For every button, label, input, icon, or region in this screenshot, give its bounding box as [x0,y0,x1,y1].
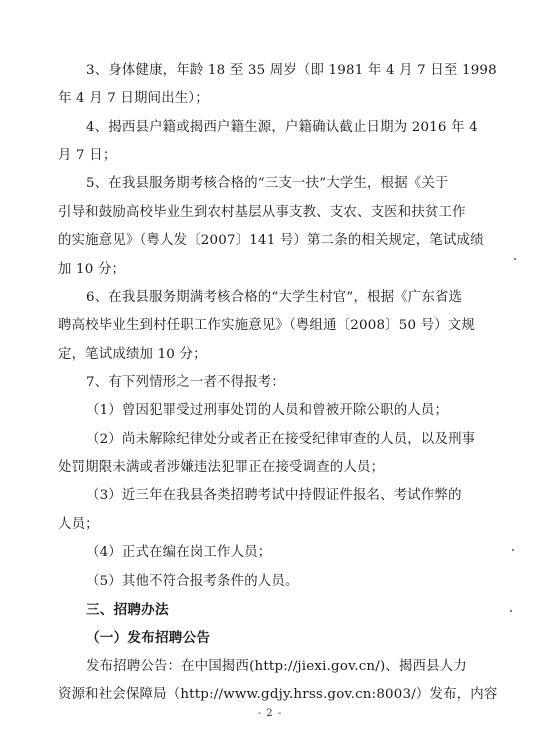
paragraph-line: 资源和社会保障局（http://www.gdjy.hrss.gov.cn:8003/）发布，内容 [58,687,498,702]
paragraph-line: （1）曾因犯罪受过刑事处罚的人员和曾被开除公职的人员； [86,403,449,419]
paragraph-line: 人员； [58,516,99,532]
section-heading: 三、招聘办法 [86,601,169,618]
paragraph-line: 3、身体健康，年龄 18 至 35 周岁（即 1981 年 4 月 7 日至 1998 [86,63,497,78]
paragraph-line: （5）其他不符合报考条件的人员。 [86,573,299,589]
paragraph-line: 定，笔试成绩加 10 分； [58,346,207,362]
paragraph-line: 月 7 日； [58,148,117,164]
paragraph-line: 引导和鼓励高校毕业生到农村基层从事支教、支农、支医和扶贫工作 [58,204,466,220]
paragraph-line: 6、在我县服务期满考核合格的“大学生村官”，根据《广东省选 [86,289,463,305]
paragraph-line: 年 4 月 7 日期间出生）； [58,91,209,107]
paragraph-line: 发布招聘公告：在中国揭西(http://jiexi.gov.cn/)、揭西县人力 [86,658,467,674]
paragraph-line: （4）正式在编在岗工作人员； [86,545,272,561]
scan-speck [512,549,514,551]
paragraph-line: 5、在我县服务期考核合格的“三支一扶”大学生，根据《关于 [86,176,449,192]
paragraph-line: 加 10 分； [58,261,126,277]
scan-speck [510,610,512,612]
paragraph-line: 4、揭西县户籍或揭西户籍生源，户籍确认截止日期为 2016 年 4 [86,119,478,135]
subsection-heading: （一）发布招聘公告 [86,630,211,647]
scan-speck [514,258,516,260]
paragraph-line: 7、有下列情形之一者不得报考： [86,375,285,390]
paragraph-line: （2）尚未解除纪律处分或者正在接受纪律审查的人员，以及刑事 [86,431,476,447]
paragraph-line: 聘高校毕业生到村任职工作实施意见》（粤组通〔2008〕50 号）文规 [58,318,476,334]
paragraph-line: 处罚期限未满或者涉嫌违法犯罪正在接受调查的人员； [58,460,385,476]
page-number: - 2 - [257,708,283,719]
paragraph-line: （3）近三年在我县各类招聘考试中持假证件报名、考试作弊的 [86,488,462,504]
paragraph-line: 的实施意见》（粤人发〔2007〕141 号）第二条的相关规定，笔试成绩 [58,233,484,249]
